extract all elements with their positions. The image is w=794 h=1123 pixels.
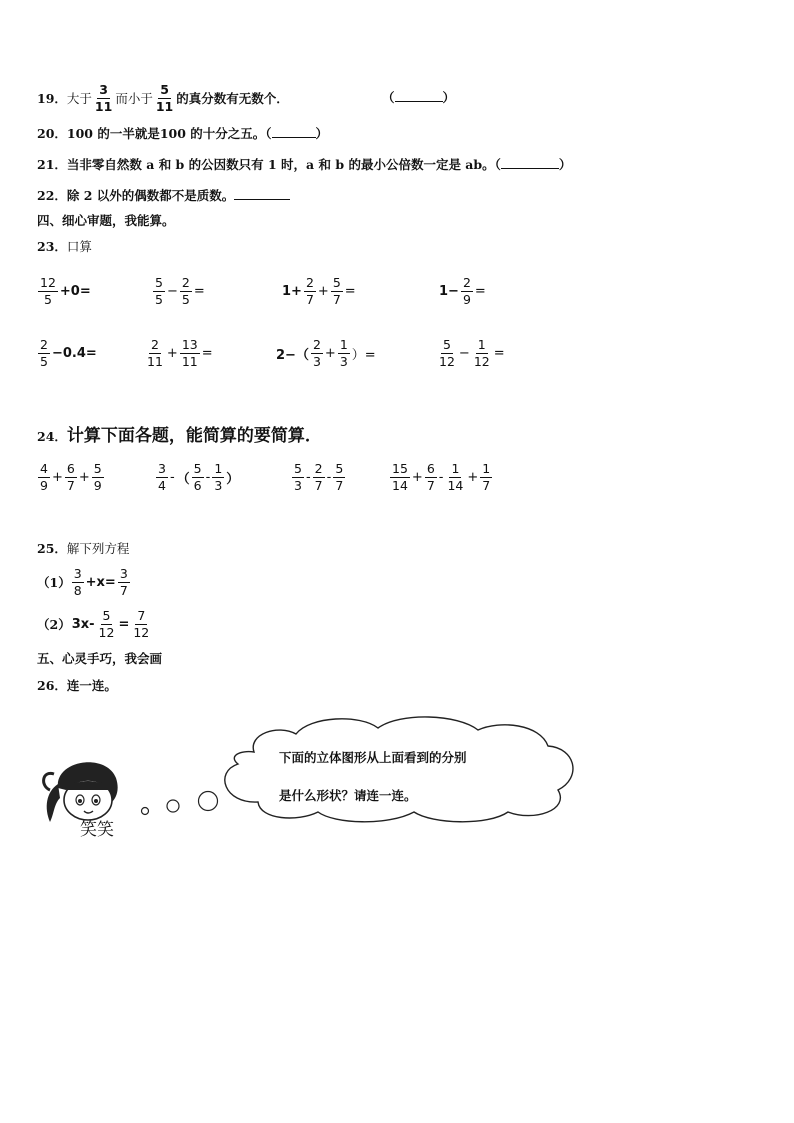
fraction: $\frac{2}{5}$ bbox=[40, 337, 48, 369]
question-26-title: 26．连一连。 bbox=[37, 678, 117, 693]
fraction: $\frac{1}{14}$ bbox=[447, 461, 464, 493]
q24-expr-1: $\frac{4}{9}$ + $\frac{6}{7}$ + $\frac{5}{9}$ bbox=[40, 461, 102, 493]
q21-number: 21． bbox=[37, 157, 67, 172]
section-5-heading: 五、心灵手巧，我会画 bbox=[37, 651, 163, 666]
fraction: $\frac{2}{3}$ bbox=[312, 337, 321, 369]
fraction: $\frac{2}{7}$ bbox=[314, 461, 323, 493]
fraction: $\frac{15}{14}$ bbox=[392, 461, 408, 493]
q25-equation-1: （1） $\frac{3}{8}$ +x= $\frac{3}{7}$ bbox=[37, 566, 128, 598]
q19-answer-slot[interactable]: （ ） bbox=[382, 90, 456, 105]
bubble-line-2: 是什么形状？请连一连。 bbox=[279, 788, 417, 803]
fraction: $\frac{1}{7}$ bbox=[482, 461, 491, 493]
question-19 bbox=[37, 83, 289, 114]
q21-text: 当非零自然数 a 和 b 的公因数只有 1 时，a 和 b 的最小公倍数一定是 ab。（ bbox=[66, 157, 501, 172]
fraction: $\frac{13}{11}$ bbox=[181, 337, 198, 369]
fraction: $\frac{3}{8}$ bbox=[73, 566, 82, 598]
fraction: $\frac{1}{12}$ bbox=[473, 337, 490, 369]
q19-mid: 而小于 bbox=[115, 90, 153, 106]
fraction: $\frac{5}{12}$ bbox=[98, 608, 115, 640]
q23-expr-4: 1− $\frac{2}{9}$ = bbox=[439, 275, 486, 307]
question-25-title: 25．解下列方程 bbox=[37, 541, 130, 556]
q23-expr-8: $\frac{5}{12}$ − $\frac{1}{12}$ = bbox=[439, 337, 505, 369]
fraction: $\frac{7}{12}$ bbox=[133, 608, 150, 640]
q23-expr-2: $\frac{5}{5}$ − $\frac{2}{5}$ = bbox=[155, 275, 205, 307]
fraction: $\frac{2}{7}$ bbox=[305, 275, 314, 307]
fraction: $\frac{12}{5}$ bbox=[40, 275, 56, 307]
fraction: $\frac{5}{3}$ bbox=[294, 461, 302, 493]
q22-answer-blank[interactable] bbox=[234, 199, 290, 200]
q23-expr-7: 2−（ $\frac{2}{3}$ + $\frac{1}{3}$ ）= bbox=[276, 337, 376, 369]
speech-cloud-bubble bbox=[218, 712, 582, 824]
fraction: $\frac{5}{7}$ bbox=[332, 275, 341, 307]
thought-dots bbox=[138, 788, 223, 818]
q20-text: 100 的一半就是100 的十分之五。（ bbox=[66, 126, 272, 141]
fraction: $\frac{4}{9}$ bbox=[40, 461, 48, 493]
question-23-title: 23．口算 bbox=[37, 239, 92, 254]
q19-pre: 大于 bbox=[66, 90, 92, 106]
fraction: $\frac{5}{6}$ bbox=[193, 461, 202, 493]
q20-number: 20． bbox=[37, 126, 67, 141]
question-22 bbox=[37, 188, 290, 204]
fraction: $\frac{6}{7}$ bbox=[426, 461, 435, 493]
section-4-heading: 四、细心审题，我能算。 bbox=[37, 213, 175, 228]
fraction: $\frac{2}{11}$ bbox=[147, 337, 163, 369]
fraction: $\frac{1}{3}$ bbox=[339, 337, 348, 369]
fraction: $\frac{1}{3}$ bbox=[214, 461, 223, 493]
fraction: $\frac{5}{9}$ bbox=[93, 461, 102, 493]
q20-answer-blank[interactable] bbox=[272, 137, 316, 138]
bubble-line-1: 下面的立体图形从上面看到的分别 bbox=[279, 750, 467, 765]
q21-answer-blank[interactable] bbox=[501, 168, 559, 169]
fraction: $\frac{6}{7}$ bbox=[66, 461, 75, 493]
question-21: 21．当非零自然数 a 和 b 的公因数只有 1 时，a 和 b 的最小公倍数一定是 ab。（ ） bbox=[37, 157, 572, 172]
q19-number: 19． bbox=[37, 90, 67, 106]
fraction: $\frac{2}{9}$ bbox=[462, 275, 471, 307]
q23-expr-1: $\frac{12}{5}$ +0= bbox=[40, 275, 91, 307]
q22-number: 22． bbox=[37, 188, 67, 203]
q24-expr-2: $\frac{3}{4}$ - （ $\frac{5}{6}$ - $\frac{1}{3}$ ） bbox=[158, 461, 240, 493]
q24-expr-4: $\frac{15}{14}$ + $\frac{6}{7}$ - $\frac{1}{14}$ + $\frac{1}{7}$ bbox=[392, 461, 491, 493]
q19-fraction-1: $\frac{3}{11}$ bbox=[94, 82, 113, 114]
q24-expr-3: $\frac{5}{3}$ - $\frac{2}{7}$ - $\frac{5}{7}$ bbox=[294, 461, 344, 493]
question-20: 20．100 的一半就是100 的十分之五。（ ） bbox=[37, 126, 329, 141]
q25-equation-2: （2） 3x- $\frac{5}{12}$ = $\frac{7}{12}$ bbox=[37, 608, 150, 640]
fraction: $\frac{2}{5}$ bbox=[181, 275, 190, 307]
fraction: $\frac{3}{7}$ bbox=[119, 566, 128, 598]
q19-post: 的真分数有无数个． bbox=[176, 90, 289, 106]
q23-expr-3: 1+ $\frac{2}{7}$ + $\frac{5}{7}$ = bbox=[282, 275, 356, 307]
q23-expr-6: $\frac{2}{11}$ + $\frac{13}{11}$ = bbox=[147, 337, 213, 369]
fraction: $\frac{3}{4}$ bbox=[158, 461, 166, 493]
q22-text: 除 2 以外的偶数都不是质数。 bbox=[66, 188, 235, 203]
fraction: $\frac{5}{7}$ bbox=[335, 461, 344, 493]
question-24-title: 24．计算下面各题，能简算的要简算． bbox=[37, 426, 322, 446]
girl-name-label: 笑笑 bbox=[80, 820, 114, 840]
fraction: $\frac{5}{12}$ bbox=[439, 337, 455, 369]
q23-expr-5: $\frac{2}{5}$ −0.4= bbox=[40, 337, 97, 369]
fraction: $\frac{5}{5}$ bbox=[155, 275, 163, 307]
q19-fraction-2: $\frac{5}{11}$ bbox=[155, 82, 174, 114]
